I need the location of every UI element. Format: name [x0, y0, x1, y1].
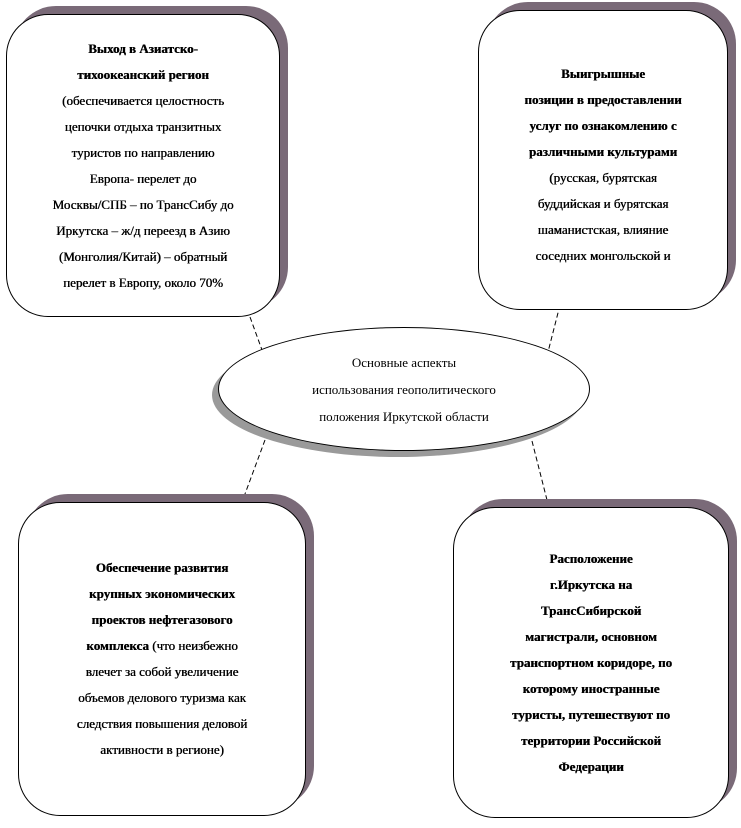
aspect-heading-line: транспортном коридоре, по: [510, 654, 672, 670]
aspect-heading-line: магистрали, основном: [525, 628, 657, 644]
aspect-text-line: перелет в Европу, около 70%: [63, 274, 223, 290]
aspect-heading-line: которому иностранные: [522, 680, 660, 696]
aspect-heading-line: Выход в Азиатско-: [88, 40, 198, 56]
aspect-box-cultures: [478, 10, 728, 310]
aspect-text-line: активности в регионе): [100, 742, 224, 757]
aspect-text-line: объемов делового туризма как: [78, 690, 246, 705]
central-ellipse: [218, 327, 590, 451]
aspect-text-line: буддийская и бурятская: [537, 196, 669, 211]
connector-bottom-left: [242, 440, 265, 502]
aspect-box-oil-gas: [18, 502, 306, 816]
aspect-heading-line: территории Российской: [521, 732, 661, 748]
aspect-text-oil-gas: [31, 555, 293, 763]
central-text: [269, 349, 539, 430]
aspect-heading-line: тихоокеанский регион: [77, 66, 209, 82]
aspect-text-cultures: [489, 11, 717, 307]
aspect-text-line: влечет за собой увеличение: [85, 664, 239, 679]
aspect-text-transsib: [466, 546, 716, 780]
aspect-text-line: соседних монгольской и: [535, 248, 671, 263]
aspect-heading-line: Расположение: [549, 550, 633, 566]
aspect-heading-line: различными культурами: [528, 144, 678, 159]
aspect-heading-line: Обеспечение развития: [95, 560, 229, 575]
aspect-text-line: цепочки отдыха транзитных: [64, 118, 222, 134]
central-text-line: положения Иркутской области: [319, 408, 489, 424]
aspect-box-asia-pacific: [6, 14, 280, 317]
aspect-text-line: (Монголия/Китай) – обратный: [58, 248, 228, 264]
aspect-text-line: шаманистская, влияние: [537, 222, 669, 237]
aspect-heading-line: туристы, путешествуют по: [512, 706, 670, 722]
central-text-line: использования геополитического: [312, 381, 496, 397]
aspect-text-line: (обеспечивается целостность: [61, 92, 225, 108]
central-text-line: Основные аспекты: [351, 354, 457, 370]
aspect-heading-line: комплекса: [86, 638, 149, 653]
aspect-text-line: Иркутска – ж/д переезд в Азию: [56, 222, 230, 238]
aspect-heading-line: Выигрышные: [561, 66, 645, 81]
aspect-heading-line: г.Иркутска на: [549, 576, 633, 592]
aspect-text-line: следствия повышения деловой: [76, 716, 248, 731]
aspect-box-transsib: [453, 507, 729, 818]
connector-top-left: [250, 317, 262, 350]
aspect-heading-line: Федерации: [558, 758, 624, 774]
connector-bottom-right: [532, 441, 547, 500]
aspect-heading-line: проектов нефтегазового: [91, 612, 233, 627]
aspect-heading-line: ТрансСибирской: [540, 602, 642, 618]
aspect-text-asia-pacific: [12, 36, 274, 296]
aspect-heading-line: позиции в предоставлении: [524, 92, 682, 107]
connector-top-right: [548, 305, 560, 352]
aspect-text-line: (русская, бурятская: [549, 170, 657, 185]
aspect-text-line: Европа- перелет до: [89, 170, 197, 186]
aspect-heading-line: крупных экономических: [89, 586, 235, 601]
aspect-text-line: (что неизбежно: [148, 638, 238, 653]
aspect-heading-line: услуг по ознакомлению с: [529, 118, 677, 133]
aspect-text-line: Москвы/СПБ – по ТрансСибу до: [52, 196, 234, 212]
aspect-text-line: туристов по направлению: [71, 144, 215, 160]
